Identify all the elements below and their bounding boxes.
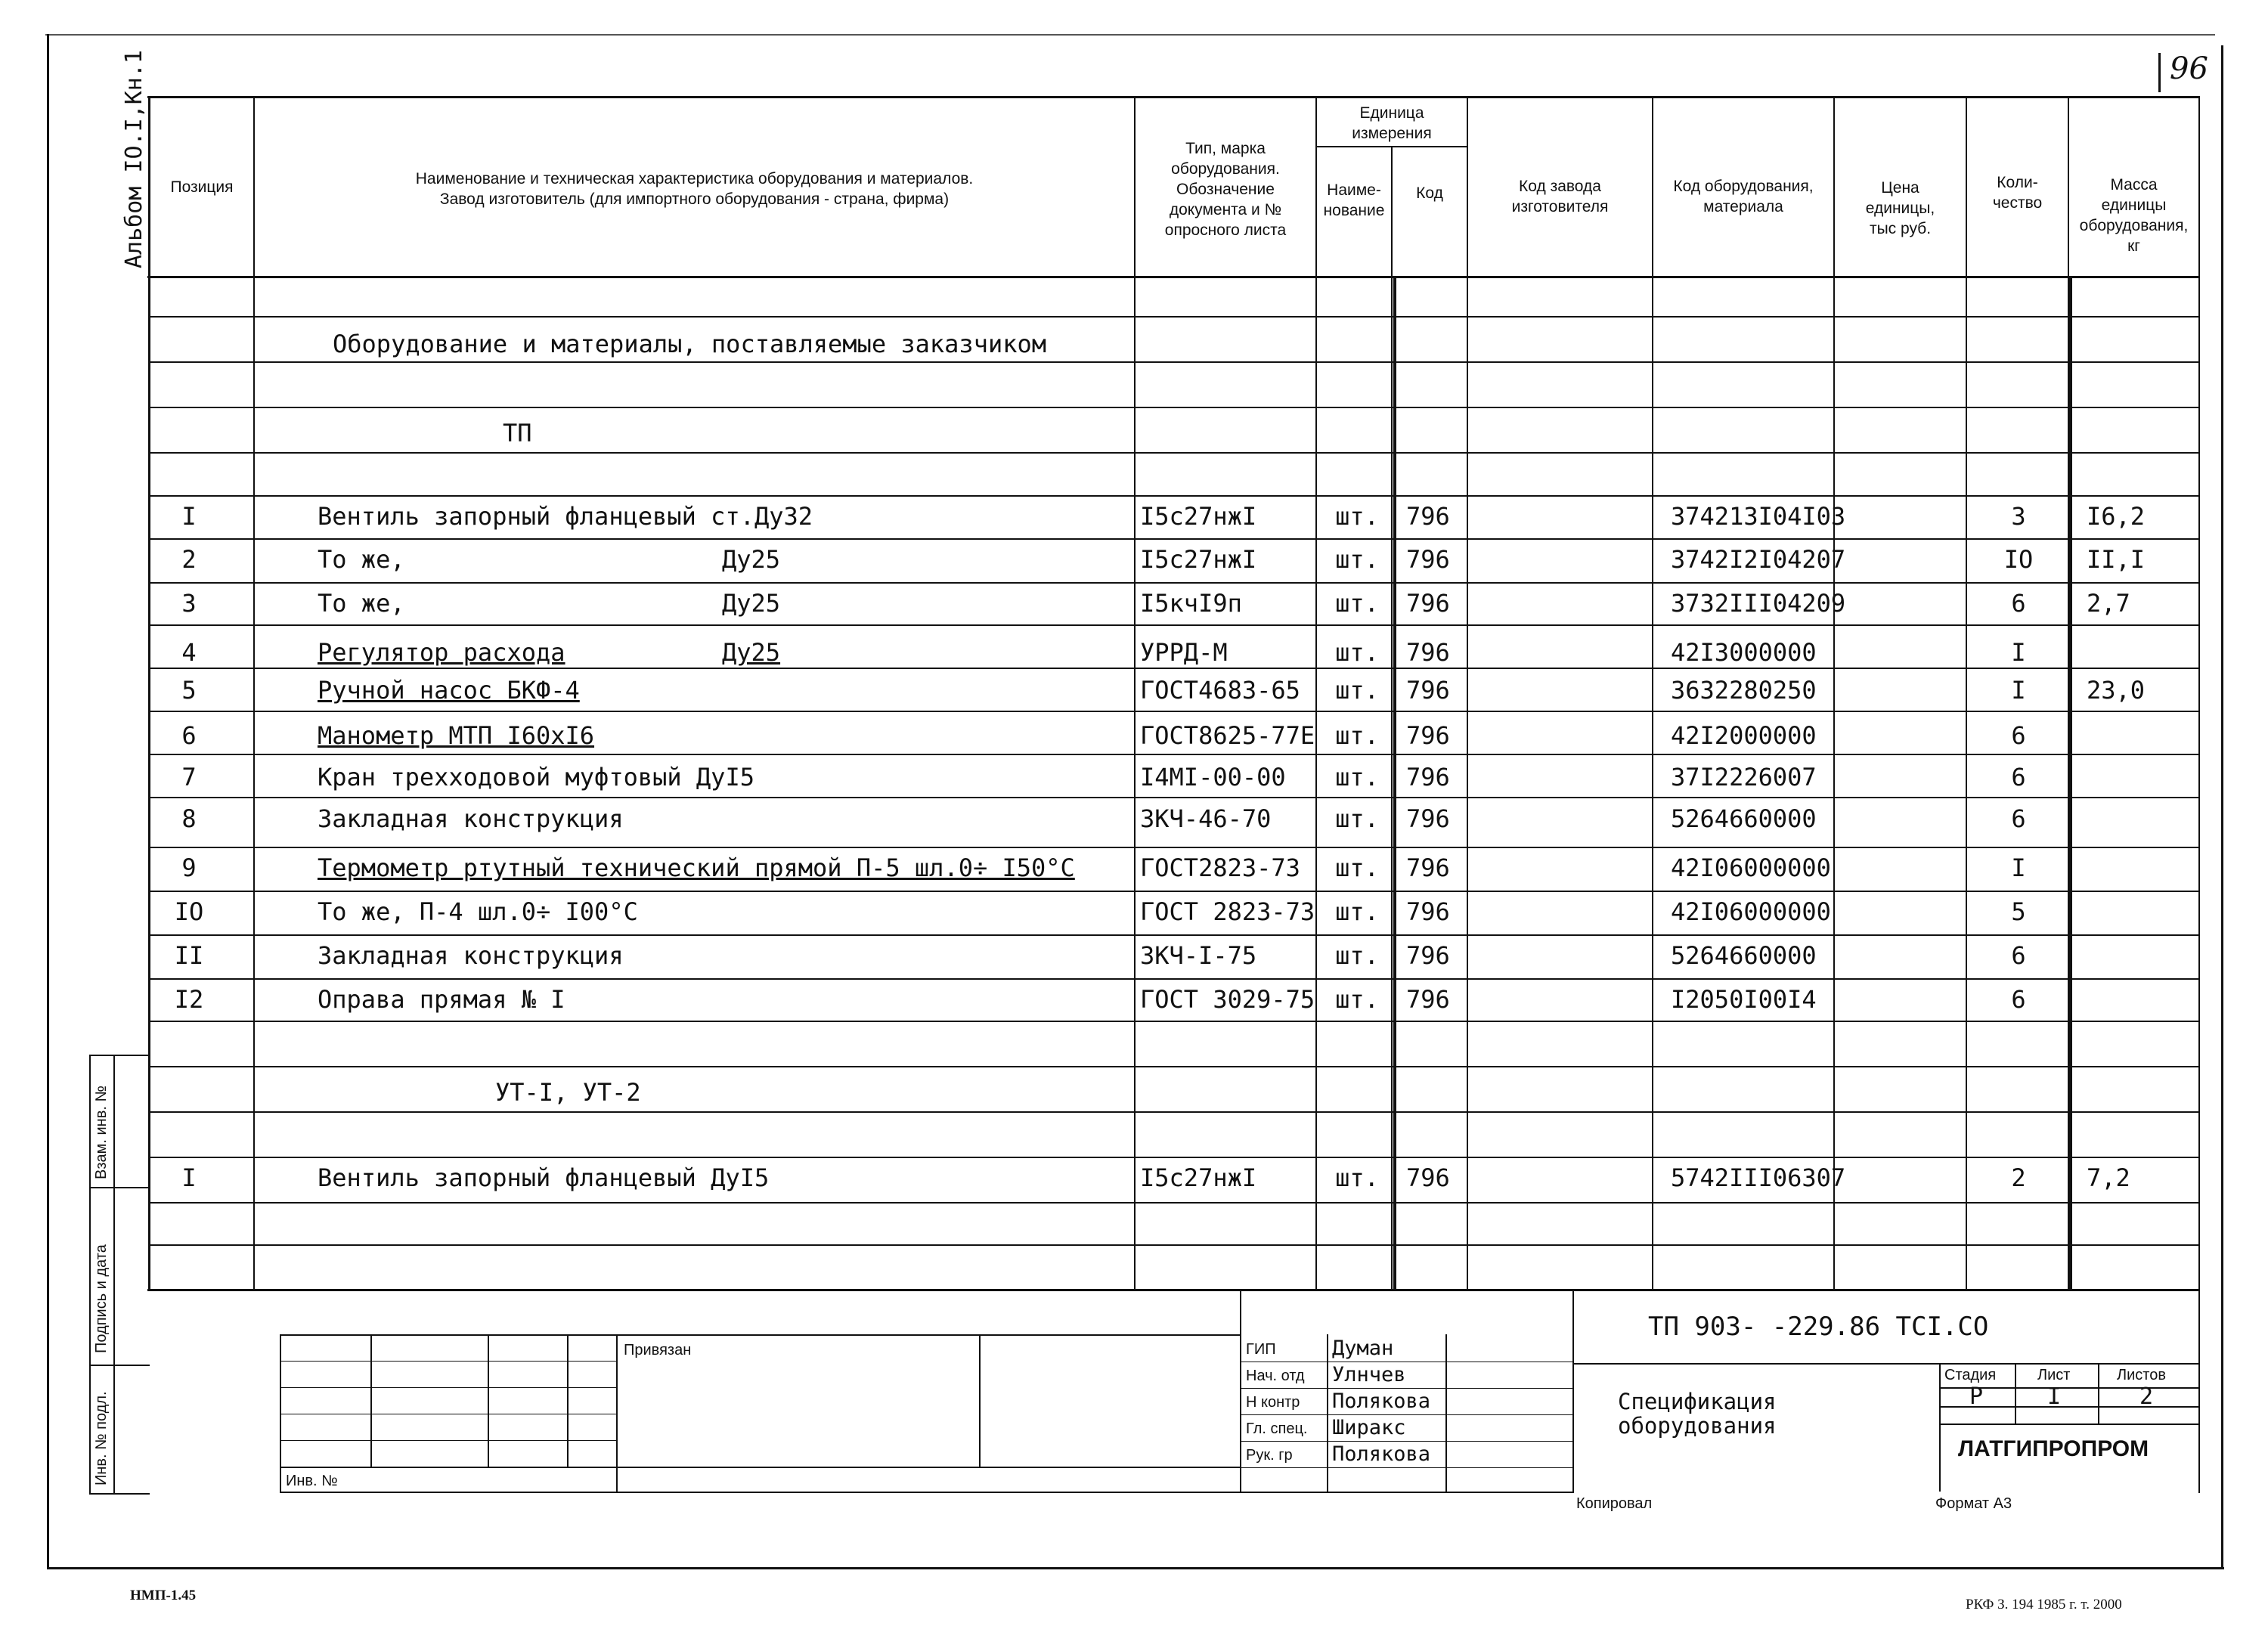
row-code: 796 — [1406, 676, 1450, 705]
row-code: 796 — [1406, 763, 1450, 792]
row-unit: шт. — [1335, 545, 1379, 574]
format-label: Формат А3 — [1935, 1495, 2012, 1512]
row-code: 796 — [1406, 1163, 1450, 1192]
stamp-inv-zam: Взам. инв. № — [93, 1086, 110, 1179]
row-qty: 6 — [2011, 589, 2026, 618]
row-line — [150, 1111, 2199, 1113]
row-type: УРРД-М — [1140, 638, 1228, 667]
row-type: ГОСТ 2823-73 — [1140, 897, 1315, 926]
header-type: Тип, марка оборудования. Обозначение документа и № опросного листа — [1164, 139, 1287, 239]
row-unit: шт. — [1335, 502, 1379, 531]
page-num-box — [2158, 53, 2161, 92]
header-mass: Масса единицы оборудования, кг — [2079, 176, 2189, 255]
signature-row-line — [1240, 1388, 1572, 1389]
row-unit: шт. — [1335, 897, 1379, 926]
row-name: Регулятор расхода — [318, 638, 565, 667]
inv-no-label: Инв. № — [286, 1473, 338, 1489]
row-line — [150, 1244, 2199, 1246]
row-qty: 2 — [2011, 1163, 2026, 1192]
signature-role: Нач. отд — [1246, 1368, 1305, 1384]
top-border — [45, 34, 2215, 36]
row-unit: шт. — [1335, 1163, 1379, 1192]
row-type: I5c27нжI — [1140, 502, 1257, 531]
row-equip-code: 42I06000000 — [1671, 853, 1831, 882]
row-equip-code: 374213I04I03 — [1671, 502, 1846, 531]
row-code: 796 — [1406, 985, 1450, 1014]
right-border — [2221, 45, 2223, 1569]
signature-name: Полякова — [1332, 1389, 1431, 1413]
row-qty: IO — [2003, 545, 2034, 574]
footer-left: НМП-1.45 — [130, 1588, 197, 1603]
row-unit: шт. — [1335, 589, 1379, 618]
row-unit: шт. — [1335, 941, 1379, 970]
signature-role: Рук. гр — [1246, 1447, 1293, 1464]
row-unit: шт. — [1335, 804, 1379, 833]
row-equip-code: 37I2226007 — [1671, 763, 1817, 792]
signature-name: Ширакс — [1332, 1416, 1406, 1439]
row-equip-code: I2050I00I4 — [1671, 985, 1817, 1014]
stage-value: Р — [1969, 1383, 1984, 1410]
sheet-value: I — [2047, 1383, 2062, 1410]
row-qty: 6 — [2011, 763, 2026, 792]
copied-label: Копировал — [1576, 1495, 1653, 1512]
row-name: Вентиль запорный фланцевый ст.Ду32 — [318, 502, 813, 531]
row-type: ГОСТ4683-65 — [1140, 676, 1300, 705]
row-qty: I — [2011, 853, 2026, 882]
album-label: Альбом IO.I,Кн.1 — [121, 50, 147, 268]
row-equip-code: 3732III04209 — [1671, 589, 1846, 618]
row-dn: Ду25 — [722, 589, 781, 618]
row-position: 7 — [181, 763, 197, 792]
privyazan-label: Привязан — [624, 1342, 692, 1358]
header-unit: Единица измерения — [1352, 104, 1432, 142]
signature-name: Думан — [1332, 1337, 1394, 1360]
row-dn: Ду25 — [722, 545, 781, 574]
row-name: То же, — [318, 589, 405, 618]
row-qty: I — [2011, 676, 2026, 705]
header-price: Цена единицы, тыс руб. — [1865, 178, 1935, 237]
row-equip-code: 3742I2I04207 — [1671, 545, 1846, 574]
row-code: 796 — [1406, 804, 1450, 833]
page-number: 96 — [2170, 51, 2208, 86]
section-title: Оборудование и материалы, поставляемые заказчиком — [333, 330, 1047, 358]
row-type: I4MI-00-00 — [1140, 763, 1286, 792]
signature-row-line — [1240, 1467, 1572, 1468]
header-equip-code: Код оборудования, материала — [1673, 178, 1814, 215]
row-unit: шт. — [1335, 763, 1379, 792]
row-position: 4 — [181, 638, 197, 667]
row-name: Оправа прямая № I — [318, 985, 565, 1014]
row-unit: шт. — [1335, 638, 1379, 667]
row-unit: шт. — [1335, 676, 1379, 705]
row-position: 5 — [181, 676, 197, 705]
row-code: 796 — [1406, 545, 1450, 574]
row-position: 3 — [181, 589, 197, 618]
row-position: II — [174, 941, 204, 970]
bottom-border — [47, 1567, 2224, 1569]
row-type: ЗКЧ-I-75 — [1140, 941, 1257, 970]
row-position: I — [181, 1163, 197, 1192]
row-name: Ручной насос БКФ-4 — [318, 676, 580, 705]
row-code: 796 — [1406, 897, 1450, 926]
signature-name: Полякова — [1332, 1442, 1431, 1466]
stage-label: Стадия — [1944, 1367, 1997, 1383]
row-line — [150, 624, 2199, 626]
row-code: 796 — [1406, 589, 1450, 618]
row-position: 9 — [181, 853, 197, 882]
row-name: Термометр ртутный технический прямой П-5 шл.0÷ I50°С — [318, 853, 1075, 882]
row-name: Манометр МТП I60хI6 — [318, 721, 595, 750]
row-qty: 6 — [2011, 985, 2026, 1014]
row-dn: Ду25 — [722, 638, 781, 667]
row-type: I5кчI9п — [1140, 589, 1242, 618]
stamp-inv-podl: Инв. № подл. — [93, 1391, 110, 1485]
row-equip-code: 42I06000000 — [1671, 897, 1831, 926]
signature-row-line — [1240, 1441, 1572, 1442]
row-equip-code: 3632280250 — [1671, 676, 1817, 705]
row-code: 796 — [1406, 502, 1450, 531]
sheets-label: Листов — [2117, 1367, 2166, 1383]
row-mass: 2,7 — [2087, 589, 2130, 618]
group-title-ut: УТ-I, УТ-2 — [495, 1078, 641, 1107]
org-name: ЛАТГИПРОПРОМ — [1958, 1436, 2149, 1461]
signature-role: Н контр — [1246, 1394, 1300, 1411]
left-border — [47, 34, 49, 1569]
row-line — [150, 316, 2199, 318]
signature-name: Улнчев — [1332, 1363, 1406, 1386]
row-type: ГОСТ8625-77Е — [1140, 721, 1315, 750]
row-position: I2 — [174, 985, 204, 1014]
row-mass: 23,0 — [2087, 676, 2146, 705]
row-mass: I6,2 — [2087, 502, 2146, 531]
row-type: I5c27нжI — [1140, 545, 1257, 574]
header-unit-code: Код — [1416, 184, 1443, 202]
row-qty: 6 — [2011, 721, 2026, 750]
row-code: 796 — [1406, 721, 1450, 750]
row-position: 2 — [181, 545, 197, 574]
row-qty: 3 — [2011, 502, 2026, 531]
row-name: Закладная конструкция — [318, 941, 624, 970]
header-name: Наименование и техническая характеристика оборудования и материалов. Завод изготовитель (для импортного оборудования - страна, фирма) — [415, 170, 974, 208]
row-equip-code: 5742III06307 — [1671, 1163, 1846, 1192]
header-position: Позиция — [170, 178, 234, 196]
row-mass: 7,2 — [2087, 1163, 2130, 1192]
header-qty: Коли- чество — [1992, 174, 2043, 212]
row-position: I — [181, 502, 197, 531]
row-type: ЗКЧ-46-70 — [1140, 804, 1272, 833]
row-unit: шт. — [1335, 721, 1379, 750]
sheets-value: 2 — [2139, 1383, 2154, 1410]
doc-title: Спецификация оборудования — [1618, 1389, 1777, 1439]
row-equip-code: 42I3000000 — [1671, 638, 1817, 667]
row-name: Вентиль запорный фланцевый ДуI5 — [318, 1163, 770, 1192]
row-position: 6 — [181, 721, 197, 750]
row-qty: I — [2011, 638, 2026, 667]
header-unit-name: Наиме- нование — [1323, 181, 1385, 219]
row-line — [150, 1021, 2199, 1022]
row-code: 796 — [1406, 638, 1450, 667]
row-line — [150, 407, 2199, 408]
row-type: ГОСТ 3029-75 — [1140, 985, 1315, 1014]
row-type: I5c27нжI — [1140, 1163, 1257, 1192]
row-unit: шт. — [1335, 985, 1379, 1014]
row-name: То же, П-4 шл.0÷ I00°С — [318, 897, 638, 926]
row-equip-code: 42I2000000 — [1671, 721, 1817, 750]
signature-role: Гл. спец. — [1246, 1420, 1308, 1437]
sheet-label: Лист — [2037, 1367, 2071, 1383]
row-qty: 6 — [2011, 941, 2026, 970]
row-qty: 6 — [2011, 804, 2026, 833]
row-code: 796 — [1406, 853, 1450, 882]
row-position: IO — [174, 897, 204, 926]
row-qty: 5 — [2011, 897, 2026, 926]
signature-role: ГИП — [1246, 1341, 1276, 1358]
row-name: Кран трехходовой муфтовый ДуI5 — [318, 763, 754, 792]
row-name: Закладная конструкция — [318, 804, 624, 833]
row-mass: II,I — [2087, 545, 2146, 574]
row-code: 796 — [1406, 941, 1450, 970]
row-line — [150, 1066, 2199, 1067]
footer-right: РКФ З. 194 1985 г. т. 2000 — [1966, 1597, 2122, 1612]
row-name: То же, — [318, 545, 405, 574]
row-type: ГОСТ2823-73 — [1140, 853, 1300, 882]
stamp-sign-date: Подпись и дата — [93, 1244, 110, 1353]
row-unit: шт. — [1335, 853, 1379, 882]
row-line — [150, 1202, 2199, 1204]
row-equip-code: 5264660000 — [1671, 941, 1817, 970]
row-position: 8 — [181, 804, 197, 833]
row-line — [150, 452, 2199, 454]
row-equip-code: 5264660000 — [1671, 804, 1817, 833]
header-mfr-code: Код завода изготовителя — [1511, 178, 1609, 215]
group-title-tp: ТП — [503, 419, 532, 448]
doc-code: ТП 903- -229.86 ТСI.СО — [1648, 1312, 1989, 1342]
signature-row-line — [1240, 1414, 1572, 1415]
